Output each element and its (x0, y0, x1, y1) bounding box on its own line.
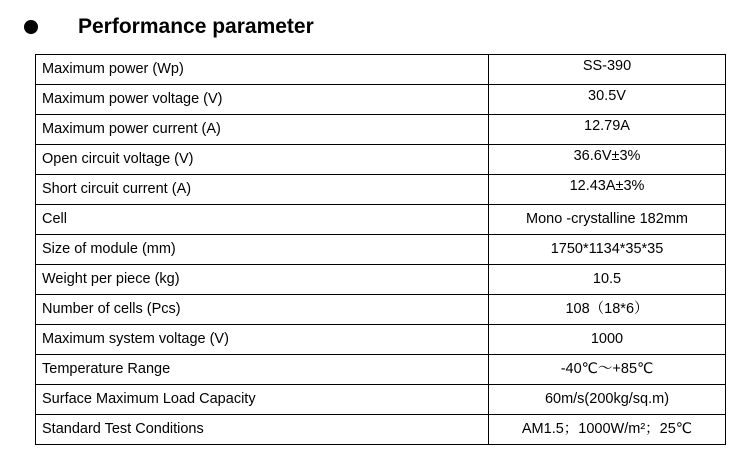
table-row (36, 175, 726, 205)
parameter-label: Cell (36, 205, 489, 235)
table-row (36, 415, 726, 445)
bullet-icon (24, 20, 38, 34)
parameter-label: Size of module (mm) (36, 235, 489, 265)
parameter-label: Short circuit current (A) (36, 175, 489, 205)
section-title: Performance parameter (78, 15, 314, 38)
parameter-label: Open circuit voltage (V) (36, 145, 489, 175)
parameter-value: AM1.5；1000W/m²；25℃ (489, 415, 726, 445)
parameter-label: Number of cells (Pcs) (36, 295, 489, 325)
parameter-label: Maximum power (Wp) (36, 55, 489, 85)
parameter-value: 1000 (489, 325, 726, 355)
table-row (36, 115, 726, 145)
performance-parameter-table (35, 54, 726, 445)
parameter-label: Maximum power voltage (V) (36, 85, 489, 115)
section-header (0, 0, 753, 54)
table-row (36, 355, 726, 385)
parameter-value: 36.6V±3% (489, 145, 726, 175)
parameter-value: 10.5 (489, 265, 726, 295)
parameter-label: Weight per piece (kg) (36, 265, 489, 295)
table-row (36, 385, 726, 415)
table-row (36, 145, 726, 175)
parameter-value: 12.79A (489, 115, 726, 145)
parameter-value: 30.5V (489, 85, 726, 115)
parameter-value: 12.43A±3% (489, 175, 726, 205)
parameter-label: Maximum power current (A) (36, 115, 489, 145)
parameter-value: -40℃～+85℃ (489, 355, 726, 385)
table-row (36, 235, 726, 265)
table-row (36, 265, 726, 295)
parameter-label: Standard Test Conditions (36, 415, 489, 445)
parameter-value: SS-390 (489, 55, 726, 85)
table-row (36, 295, 726, 325)
parameter-label: Temperature Range (36, 355, 489, 385)
table-row (36, 325, 726, 355)
parameter-label: Maximum system voltage (V) (36, 325, 489, 355)
parameter-value: 108（18*6） (489, 295, 726, 325)
table-row (36, 55, 726, 85)
parameter-value: 1750*1134*35*35 (489, 235, 726, 265)
table-row (36, 85, 726, 115)
table-row (36, 205, 726, 235)
parameter-label: Surface Maximum Load Capacity (36, 385, 489, 415)
parameter-value: Mono -crystalline 182mm (489, 205, 726, 235)
parameter-value: 60m/s(200kg/sq.m) (489, 385, 726, 415)
